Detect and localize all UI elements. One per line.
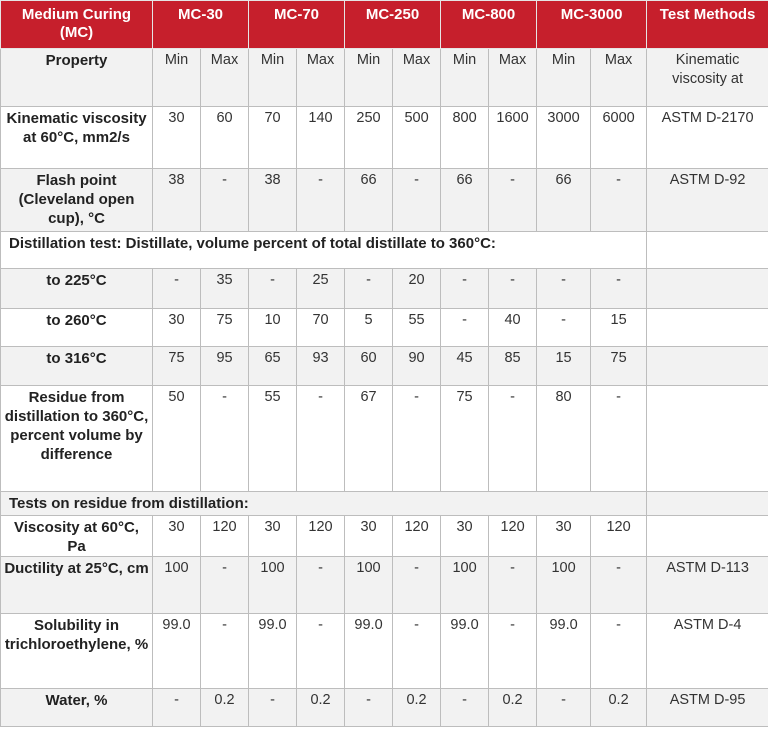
value-cell: - [441,309,489,347]
table-row [1,689,768,727]
value-cell: 75 [153,347,201,386]
value-cell: 500 [393,107,441,169]
property-label: Property [1,49,153,107]
value-cell: 99.0 [345,614,393,689]
property-cell: to 260°C [1,309,153,347]
property-cell: Flash point (Cleveland open cup), °C [1,169,153,232]
header-cell: MC-250 [345,1,441,49]
min-max-label: Max [201,49,249,107]
table-body [1,49,768,727]
value-cell: - [441,689,489,727]
property-cell: Kinematic viscosity at 60°C, mm2/s [1,107,153,169]
value-cell: 40 [489,309,537,347]
value-cell: - [489,557,537,614]
value-cell: 67 [345,386,393,492]
value-cell: - [591,169,647,232]
test-method-cell [647,492,768,516]
table-row [1,347,768,386]
value-cell: 30 [153,516,201,557]
min-max-label: Max [393,49,441,107]
header-cell: Test Methods [647,1,768,49]
test-method-cell: ASTM D-113 [647,557,768,614]
table-row [1,309,768,347]
value-cell: - [249,269,297,309]
value-cell: 0.2 [201,689,249,727]
value-cell: - [153,689,201,727]
min-max-label: Min [153,49,201,107]
value-cell: 70 [297,309,345,347]
value-cell: 85 [489,347,537,386]
value-cell: 90 [393,347,441,386]
min-max-label: Min [537,49,591,107]
min-max-label: Max [297,49,345,107]
value-cell: 50 [153,386,201,492]
value-cell: 30 [345,516,393,557]
subheader-row [1,49,768,107]
value-cell: 30 [153,309,201,347]
value-cell: 75 [201,309,249,347]
value-cell: - [153,269,201,309]
table-row [1,386,768,492]
value-cell: - [537,269,591,309]
value-cell: 20 [393,269,441,309]
test-method-cell [647,309,768,347]
value-cell: - [591,614,647,689]
value-cell: - [489,269,537,309]
header-cell: MC-30 [153,1,249,49]
test-method-cell: ASTM D-92 [647,169,768,232]
value-cell: 10 [249,309,297,347]
value-cell: 93 [297,347,345,386]
header-cell: Medium Curing (MC) [1,1,153,49]
property-cell: Water, % [1,689,153,727]
value-cell: - [297,614,345,689]
value-cell: 120 [201,516,249,557]
value-cell: 99.0 [153,614,201,689]
value-cell: - [201,169,249,232]
value-cell: - [441,269,489,309]
property-cell: Residue from distillation to 360°C, percent volume by difference [1,386,153,492]
value-cell: - [393,169,441,232]
value-cell: 99.0 [537,614,591,689]
value-cell: - [297,386,345,492]
value-cell: - [345,269,393,309]
value-cell: - [297,557,345,614]
table-row [1,516,768,557]
min-max-label: Min [249,49,297,107]
property-cell: to 316°C [1,347,153,386]
header-cell: MC-70 [249,1,345,49]
section-title: Tests on residue from distillation: [1,492,647,516]
table-row [1,107,768,169]
value-cell: 55 [249,386,297,492]
value-cell: - [393,386,441,492]
value-cell: - [201,557,249,614]
value-cell: 0.2 [393,689,441,727]
table-row [1,269,768,309]
value-cell: 75 [441,386,489,492]
value-cell: - [489,614,537,689]
value-cell: - [393,557,441,614]
value-cell: 70 [249,107,297,169]
section-title: Distillation test: Distillate, volume percent of total distillate to 360°C: [1,232,647,269]
header-cell: MC-3000 [537,1,647,49]
value-cell: - [489,386,537,492]
test-method-cell [647,232,768,269]
test-method-cell: ASTM D-95 [647,689,768,727]
value-cell: 60 [201,107,249,169]
value-cell: - [537,689,591,727]
value-cell: 38 [153,169,201,232]
value-cell: 120 [393,516,441,557]
value-cell: 100 [249,557,297,614]
header-cell: MC-800 [441,1,537,49]
test-method-cell [647,347,768,386]
value-cell: 95 [201,347,249,386]
property-cell: Solubility in trichloroethylene, % [1,614,153,689]
value-cell: 66 [537,169,591,232]
section-row [1,492,768,516]
property-cell: to 225°C [1,269,153,309]
value-cell: 5 [345,309,393,347]
value-cell: - [537,309,591,347]
value-cell: 0.2 [489,689,537,727]
value-cell: 100 [345,557,393,614]
value-cell: - [345,689,393,727]
test-method-cell [647,269,768,309]
value-cell: 140 [297,107,345,169]
value-cell: - [591,386,647,492]
min-max-label: Max [489,49,537,107]
value-cell: 35 [201,269,249,309]
value-cell: 66 [345,169,393,232]
value-cell: 30 [441,516,489,557]
value-cell: 3000 [537,107,591,169]
value-cell: 55 [393,309,441,347]
min-max-label: Min [345,49,393,107]
value-cell: 100 [537,557,591,614]
table-row [1,557,768,614]
value-cell: - [201,614,249,689]
property-cell: Viscosity at 60°C, Pa [1,516,153,557]
value-cell: 45 [441,347,489,386]
value-cell: 120 [591,516,647,557]
value-cell: 120 [489,516,537,557]
value-cell: - [393,614,441,689]
value-cell: - [201,386,249,492]
test-method-cell: ASTM D-4 [647,614,768,689]
value-cell: 66 [441,169,489,232]
value-cell: 99.0 [441,614,489,689]
min-max-label: Min [441,49,489,107]
value-cell: 75 [591,347,647,386]
value-cell: 30 [153,107,201,169]
value-cell: - [249,689,297,727]
value-cell: 250 [345,107,393,169]
value-cell: 15 [537,347,591,386]
value-cell: 6000 [591,107,647,169]
test-method-cell: ASTM D-2170 [647,107,768,169]
value-cell: - [591,557,647,614]
value-cell: 15 [591,309,647,347]
test-method-cell: Kinematic viscosity at [647,49,768,107]
property-cell: Ductility at 25°C, cm [1,557,153,614]
value-cell: 800 [441,107,489,169]
value-cell: - [591,269,647,309]
value-cell: 38 [249,169,297,232]
value-cell: 100 [153,557,201,614]
section-row [1,232,768,269]
value-cell: 99.0 [249,614,297,689]
value-cell: 80 [537,386,591,492]
value-cell: 65 [249,347,297,386]
test-method-cell [647,386,768,492]
value-cell: 30 [537,516,591,557]
value-cell: 25 [297,269,345,309]
value-cell: 100 [441,557,489,614]
value-cell: 0.2 [297,689,345,727]
value-cell: 1600 [489,107,537,169]
table-row [1,614,768,689]
min-max-label: Max [591,49,647,107]
value-cell: - [297,169,345,232]
header-row [1,1,768,49]
value-cell: 60 [345,347,393,386]
test-method-cell [647,516,768,557]
value-cell: 120 [297,516,345,557]
table-row [1,169,768,232]
value-cell: 0.2 [591,689,647,727]
value-cell: - [489,169,537,232]
value-cell: 30 [249,516,297,557]
